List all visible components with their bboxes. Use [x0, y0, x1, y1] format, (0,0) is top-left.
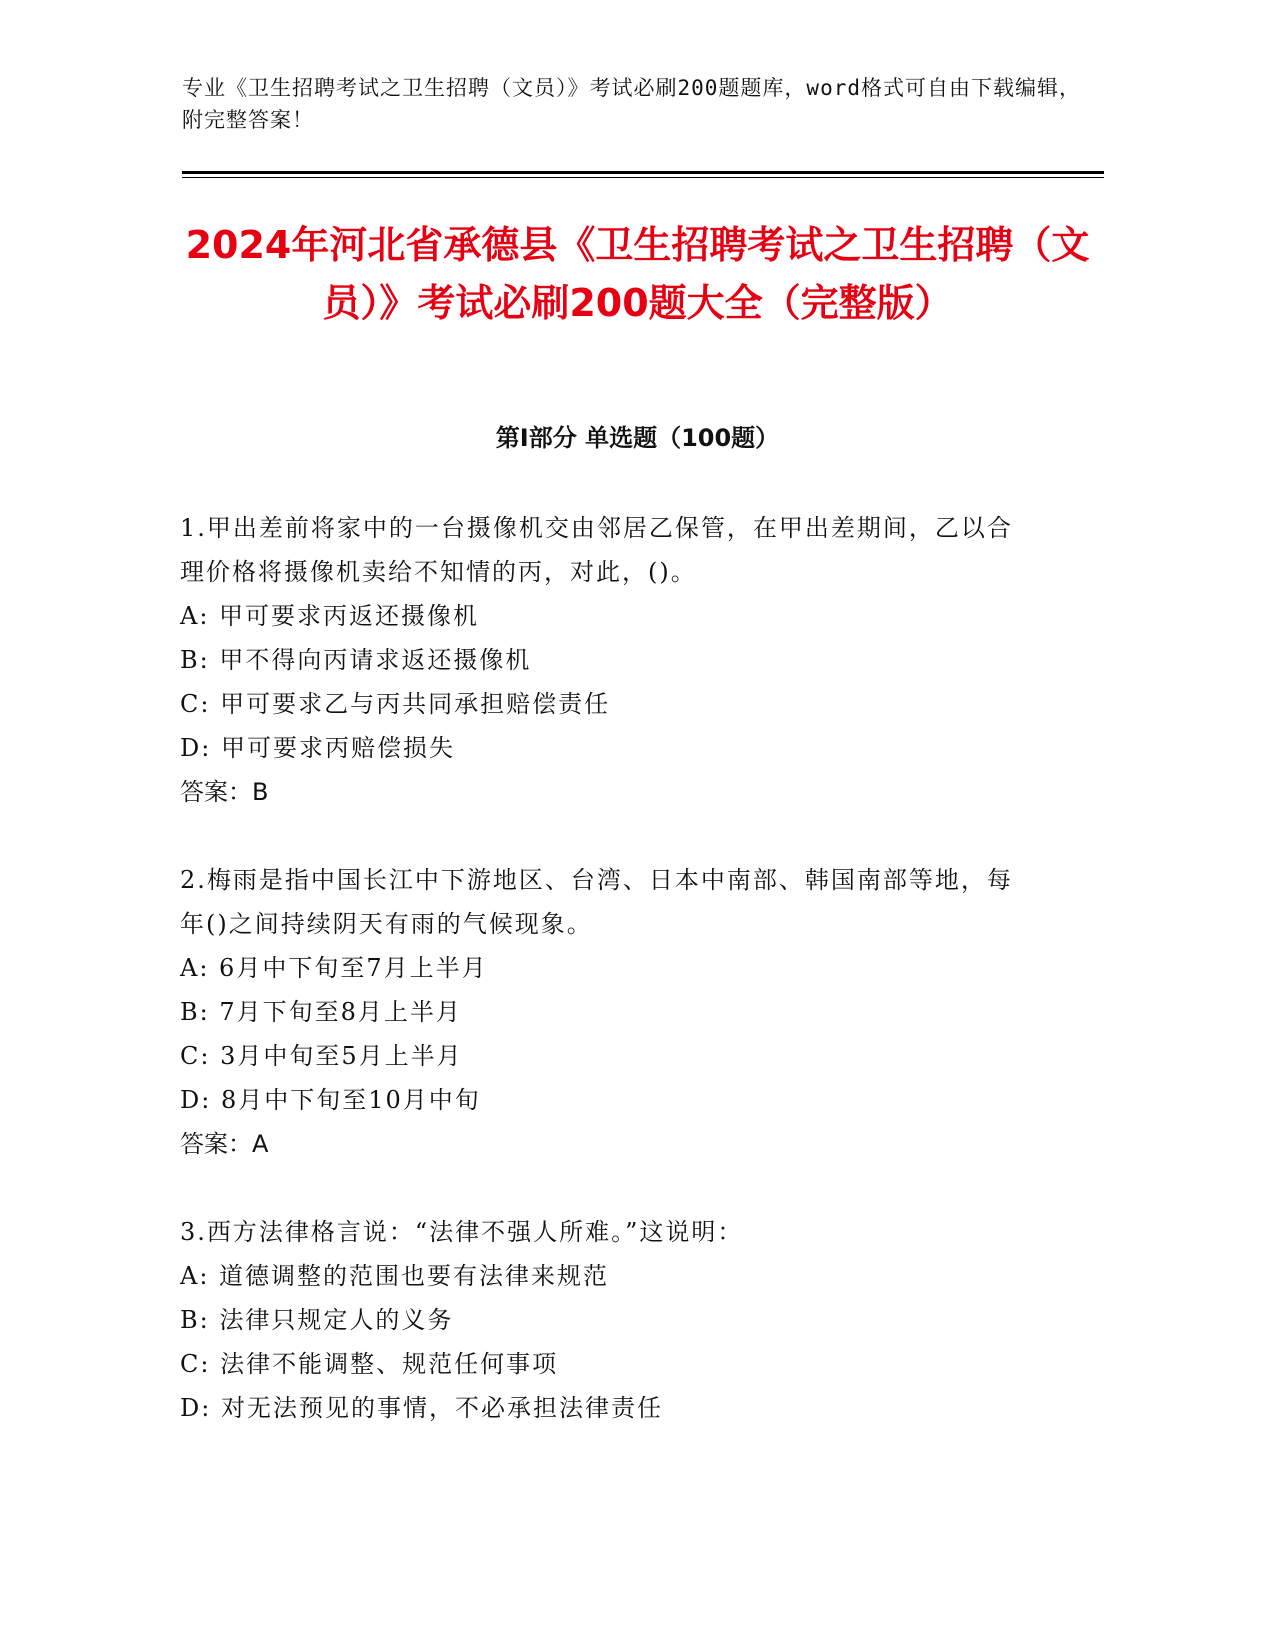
- header-rule-thick: [182, 171, 1104, 174]
- answer: 答案：A: [180, 1130, 269, 1158]
- question-stem: 3.西方法律格言说：“法律不强人所难。”这说明：: [180, 1218, 744, 1246]
- question-list: [180, 506, 1030, 1474]
- option-c: C: 3月中旬至5月上半月: [180, 1042, 463, 1070]
- header-note: 专业《卫生招聘考试之卫生招聘（文员）》考试必刷200题题库，word格式可自由下载编辑，附完整答案！: [182, 76, 1081, 132]
- section-title: 第Ⅰ部分 单选题（100题）: [495, 424, 780, 452]
- question-stem: 2.梅雨是指中国长江中下游地区、台湾、日本中南部、韩国南部等地，每年()之间持续阴天有雨的气候现象。: [180, 866, 1013, 938]
- option-a: A: 道德调整的范围也要有法律来规范: [180, 1262, 610, 1290]
- header-rule-thin: [182, 177, 1104, 178]
- question-stem: 1.甲出差前将家中的一台摄像机交由邻居乙保管，在甲出差期间，乙以合理价格将摄像机卖给不知情的丙，对此，()。: [180, 514, 1013, 586]
- option-b: B: 7月下旬至8月上半月: [180, 998, 462, 1026]
- option-a: A: 甲可要求丙返还摄像机: [180, 602, 480, 630]
- answer: 答案：B: [180, 778, 269, 806]
- question-2: [180, 858, 1030, 1166]
- document-title: 2024年河北省承德县《卫生招聘考试之卫生招聘（文员）》考试必刷200题大全（完整版）: [185, 223, 1090, 325]
- question-3: [180, 1210, 1030, 1430]
- option-a: A: 6月中下旬至7月上半月: [180, 954, 488, 982]
- option-b: B: 甲不得向丙请求返还摄像机: [180, 646, 532, 674]
- option-c: C: 法律不能调整、规范任何事项: [180, 1350, 559, 1378]
- option-d: D: 8月中下旬至10月中旬: [180, 1086, 481, 1114]
- question-1: [180, 506, 1030, 814]
- option-b: B: 法律只规定人的义务: [180, 1306, 454, 1334]
- option-c: C: 甲可要求乙与丙共同承担赔偿责任: [180, 690, 611, 718]
- option-d: D: 对无法预见的事情，不必承担法律责任: [180, 1394, 663, 1422]
- option-d: D: 甲可要求丙赔偿损失: [180, 734, 455, 762]
